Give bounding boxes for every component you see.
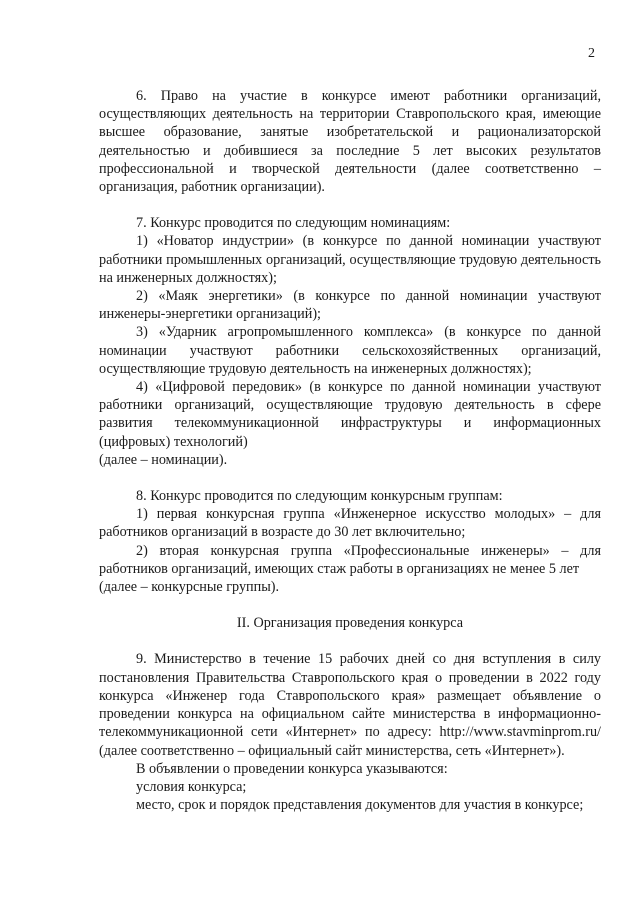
section-heading: II. Организация проведения конкурса bbox=[236, 615, 464, 632]
paragraph-7: 7. Конкурс проводится по следующим номинациям: bbox=[136, 215, 451, 232]
nomination-item-4: 4) «Цифровой передовик» (в конкурсе по данной номинации участвуют работники организаций, осуществляющие трудовую деятельность в сфере развития телекоммуникационной инфраструктуры и информационных (цифровых) технологий) bbox=[99, 379, 601, 450]
group-item-1: 1) первая конкурсная группа «Инженерное искусство молодых» – для работников организаций в возрасте до 30 лет включительно; bbox=[99, 506, 601, 541]
groups-tail: (далее – конкурсные группы). bbox=[99, 579, 280, 596]
document-body bbox=[99, 87, 601, 814]
nomination-item-1: 1) «Новатор индустрии» (в конкурсе по данной номинации участвуют работники промышленных организаций, осуществляющие трудовую деятельность на инженерных должностях); bbox=[99, 233, 601, 286]
group-item-2: 2) вторая конкурсная группа «Профессиональные инженеры» – для работников организаций, имеющих стаж работы в организациях не менее 5 лет bbox=[99, 542, 601, 577]
paragraph-8: 8. Конкурс проводится по следующим конкурсным группам: bbox=[136, 488, 503, 505]
announcement-conditions: условия конкурса; bbox=[136, 778, 247, 795]
announcement-intro: В объявлении о проведении конкурса указываются: bbox=[136, 760, 448, 777]
announcement-documents: место, срок и порядок представления документов для участия в конкурсе; bbox=[136, 797, 584, 814]
nominations-tail: (далее – номинации). bbox=[99, 451, 228, 468]
nomination-item-3: 3) «Ударник агропромышленного комплекса» (в конкурсе по данной номинации участвуют работники сельскохозяйственных организаций, осуществляющие трудовую деятельность на инженерных должностях); bbox=[99, 324, 601, 377]
page-number: 2 bbox=[588, 46, 595, 61]
paragraph-6: 6. Право на участие в конкурсе имеют работники организаций, осуществляющих деятельность на территории Ставропольского края, имеющие высшее образование, занятые изобретательской и рационализаторской деятельностью и добившиеся за последние 5 лет высоких результатов профессиональной и творческой деятельности (далее соответственно – организация, работник организации). bbox=[99, 88, 601, 196]
nomination-item-2: 2) «Маяк энергетики» (в конкурсе по данной номинации участвуют инженеры-энергетики организаций); bbox=[99, 288, 601, 323]
paragraph-9: 9. Министерство в течение 15 рабочих дней со дня вступления в силу постановления Правительства Ставропольского края о проведении в 2022 году конкурса «Инженер года Ставропольского края» размещает объявление о проведении конкурса на официальном сайте министерства в информационно-телекоммуникационной сети «Интернет» по адресу: http://www.stavminprom.ru/ (далее соответственно – официальный сайт министерства, сеть «Интернет»). bbox=[99, 651, 601, 759]
